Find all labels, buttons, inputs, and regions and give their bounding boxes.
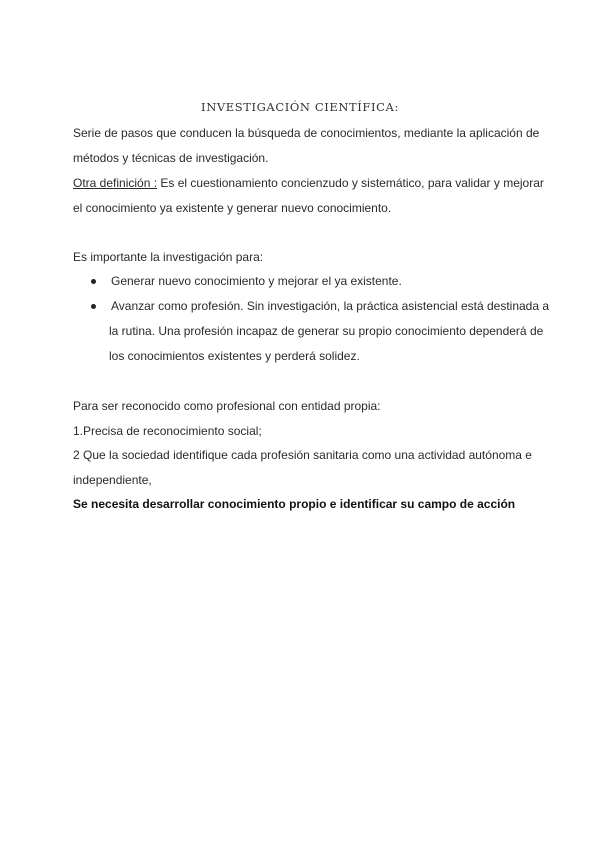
bullet-2-line-2: la rutina. Una profesión incapaz de generar su propio conocimiento dependerá de (109, 324, 544, 338)
definition-line-1: Serie de pasos que conducen la búsqueda de conocimientos, mediante la aplicación de (73, 126, 540, 140)
page-title: INVESTIGACIÓN CIENTÍFICA: (201, 100, 399, 114)
bullet-2-line-1: Avanzar como profesión. Sin investigación, la práctica asistencial está destinada a (111, 299, 550, 313)
recognition-item-1: 1.Precisa de reconocimiento social; (73, 424, 262, 438)
bullet-1-line-1: Generar nuevo conocimiento y mejorar el ya existente. (111, 274, 402, 288)
importance-intro: Es importante la investigación para: (73, 250, 264, 264)
recognition-item-2-line-2: independiente, (73, 473, 152, 487)
other-definition-line-1 (73, 176, 544, 190)
bullet-dot-icon (91, 304, 96, 309)
recognition-intro: Para ser reconocido como profesional con entidad propia: (73, 399, 381, 413)
bullet-dot-icon (91, 279, 96, 284)
other-definition-line-2: el conocimiento ya existente y generar nuevo conocimiento. (73, 201, 392, 215)
recognition-item-2-line-1: 2 Que la sociedad identifique cada profesión sanitaria como una actividad autónoma e (73, 448, 532, 462)
recognition-conclusion: Se necesita desarrollar conocimiento propio e identificar su campo de acción (73, 497, 516, 511)
bullet-2-line-3: los conocimientos existentes y perderá solidez. (109, 349, 360, 363)
definition-line-2: métodos y técnicas de investigación. (73, 151, 269, 165)
other-definition-text: Es el cuestionamiento concienzudo y sistemático, para validar y mejorar (157, 176, 544, 190)
other-definition-label: Otra definición : (73, 176, 158, 190)
